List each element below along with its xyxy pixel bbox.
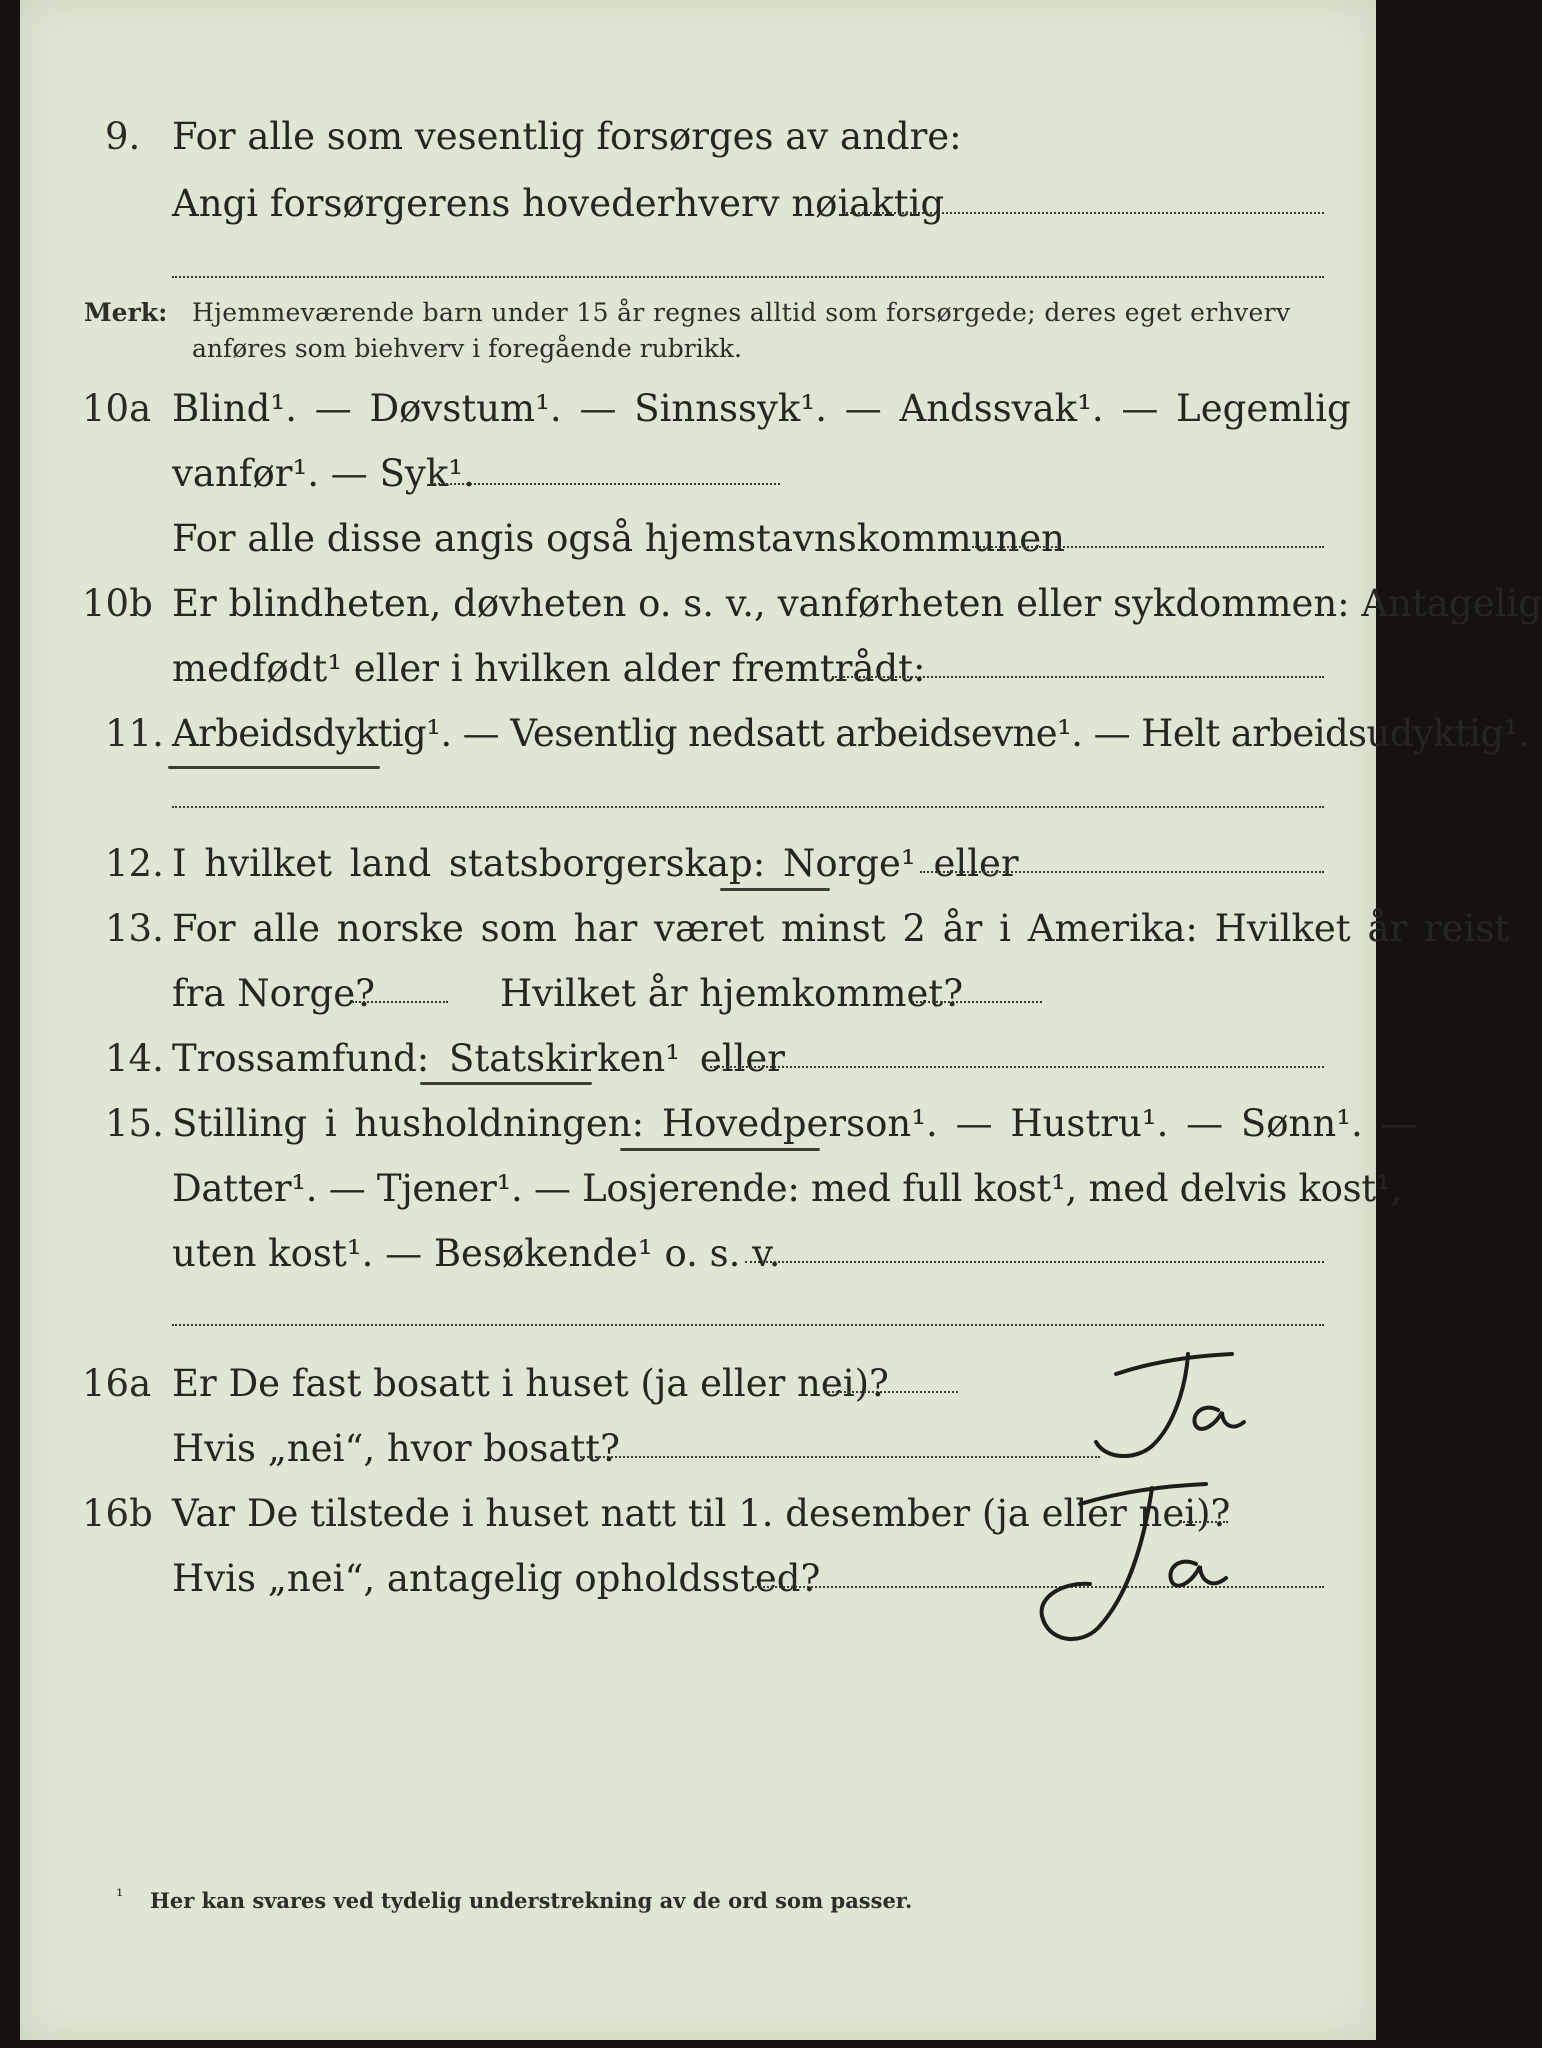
item-9-answer-line-2 [172, 276, 1324, 278]
note-text-line2: anføres som biehverv i foregående rubrikk. [192, 334, 742, 363]
item-9-text-line2: Angi forsørgerens hovederhverv nøiaktig [172, 182, 945, 225]
item-13-text-line2b: Hvilket år hjemkommet? [500, 972, 964, 1015]
item-11-number: 11. [105, 712, 164, 755]
item-16a-number: 16a [82, 1362, 152, 1405]
item-9-text-line1: For alle som vesentlig forsørges av andre: [172, 115, 962, 158]
item-11-text-line1: Arbeidsdyktig¹. — Vesentlig nedsatt arbeidsevne¹. — Helt arbeidsudyktig¹. [172, 712, 1529, 755]
note-text-line1: Hjemmeværende barn under 15 år regnes alltid som forsørgede; deres eget erhverv [192, 298, 1291, 327]
item-13-departure-year-line [352, 1001, 448, 1003]
item-12-underline-norge [720, 888, 830, 891]
item-10b-text-line1: Er blindheten, døvheten o. s. v., vanførheten eller sykdommen: Antagelig [172, 582, 1542, 625]
item-15-text-line3: uten kost¹. — Besøkende¹ o. s. v. [172, 1232, 781, 1275]
item-12-text-line1: I hvilket land statsborgerskap: Norge¹ eller [172, 842, 1019, 885]
item-10b-text-line2: medfødt¹ eller i hvilken alder fremtrådt: [172, 647, 926, 690]
item-15-number: 15. [105, 1102, 164, 1145]
footnote-text: Her kan svares ved tydelig understrekning av de ord som passer. [150, 1888, 913, 1913]
item-14-answer-line [710, 1066, 1324, 1068]
item-16a-residence-line [580, 1456, 1100, 1458]
footnote-mark: ¹ [116, 1886, 124, 1907]
item-11-answer-line [172, 806, 1324, 808]
item-14-number: 14. [105, 1037, 164, 1080]
item-10a-answer-line [430, 483, 780, 485]
item-11-underline-arbeidsdyktig [168, 766, 380, 769]
item-13-number: 13. [105, 907, 164, 950]
item-14-underline-statskirken [420, 1082, 592, 1085]
answer-16b-handwriting [1020, 1478, 1260, 1648]
item-10a-text-line1: Blind¹. — Døvstum¹. — Sinnssyk¹. — Andssvak¹. — Legemlig [172, 387, 1351, 430]
note-label: Merk: [84, 298, 168, 327]
item-14-text-line1: Trossamfund: Statskirken¹ eller [172, 1037, 785, 1080]
item-16a-text-line2: Hvis „nei“, hvor bosatt? [172, 1427, 620, 1470]
item-10a-text-line3: For alle disse angis også hjemstavnskommunen [172, 517, 1066, 560]
census-form-page [20, 0, 1542, 2040]
item-13-text-line2a: fra Norge? [172, 972, 375, 1015]
item-10a-hometown-line [972, 546, 1324, 548]
item-10b-number: 10b [82, 582, 153, 625]
item-15-answer-line-2 [172, 1324, 1324, 1326]
item-10b-answer-line [832, 676, 1324, 678]
item-13-return-year-line [912, 1001, 1042, 1003]
item-15-text-line2: Datter¹. — Tjener¹. — Losjerende: med full kost¹, med delvis kost¹, [172, 1167, 1402, 1210]
item-15-answer-line [745, 1261, 1324, 1263]
item-9-number: 9. [105, 115, 141, 158]
item-15-text-line1: Stilling i husholdningen: Hovedperson¹. — Hustru¹. — Sønn¹. — [172, 1102, 1418, 1145]
answer-16a-handwriting [1082, 1340, 1262, 1470]
item-13-text-line1: For alle norske som har været minst 2 år i Amerika: Hvilket år reist [172, 907, 1510, 950]
item-16b-text-line2: Hvis „nei“, antagelig opholdssted? [172, 1557, 821, 1600]
item-10a-number: 10a [82, 387, 152, 430]
item-10a-text-line2: vanfør¹. — Syk¹. [172, 452, 475, 495]
item-16b-number: 16b [82, 1492, 153, 1535]
item-16a-text-line1: Er De fast bosatt i huset (ja eller nei)? [172, 1362, 889, 1405]
item-12-number: 12. [105, 842, 164, 885]
item-16b-text-line1: Var De tilstede i huset natt til 1. desember (ja eller nei)? [172, 1492, 1231, 1535]
item-12-answer-line [920, 871, 1324, 873]
item-9-answer-line [842, 212, 1324, 214]
item-16a-answer-line [824, 1391, 958, 1393]
item-15-underline-hovedperson [620, 1148, 820, 1151]
